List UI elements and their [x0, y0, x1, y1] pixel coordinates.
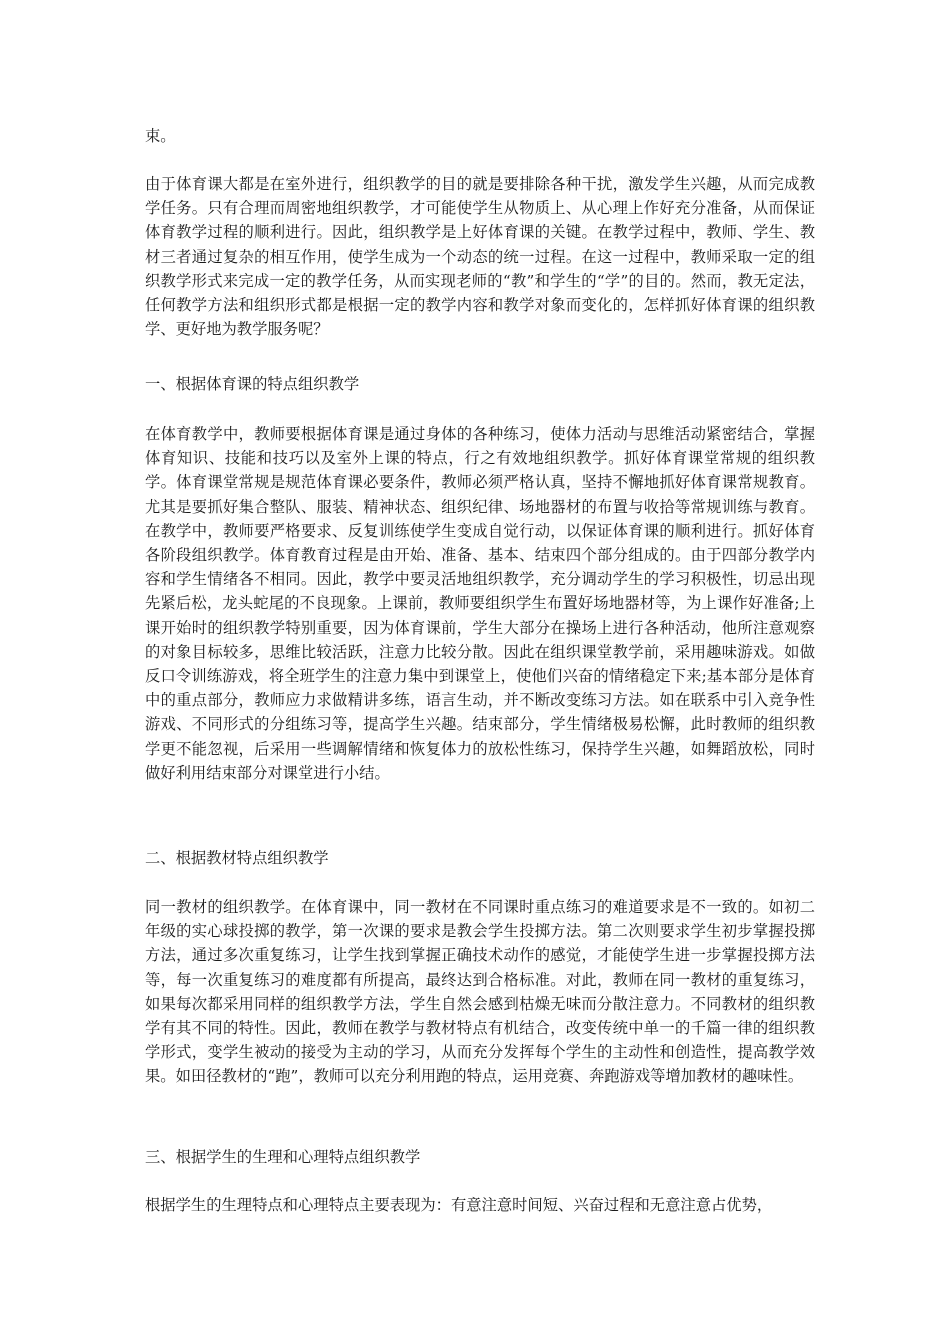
- section-3-paragraph: 根据学生的生理特点和心理特点主要表现为：有意注意时间短、兴奋过程和无意注意占优势，: [145, 1196, 773, 1214]
- intro-paragraph: 由于体育课大都是在室外进行，组织教学的目的就是要排除各种干扰，激发学生兴趣，从而完成教学任务。只有合理而周密地组织教学，才可能使学生从物质上、从心理上作好充分准备，从而保证体育教学过程的顺利进行。因此，组织教学是上好体育课的关键。在教学过程中，教师、学生、教材三者通过复杂的相互作用，使学生成为一个动态的统一过程。在这一过程中，教师采取一定的组织教学形式来完成一定的教学任务，从而实现老师的“教”和学生的“学”的目的。然而，教无定法，任何教学方法和组织形式都是根据一定的教学内容和教学对象而变化的，怎样抓好体育课的组织教学、更好地为教学服务呢？: [145, 175, 815, 339]
- section-2-heading: 二、根据教材特点组织教学: [145, 849, 329, 867]
- continuation-text: 束。: [145, 127, 176, 145]
- section-1-heading: 一、根据体育课的特点组织教学: [145, 375, 360, 393]
- section-1-paragraph: 在体育教学中，教师要根据体育课是通过身体的各种练习，使体力活动与思维活动紧密结合，掌握体育知识、技能和技巧以及室外上课的特点，行之有效地组织教学。抓好体育课堂常规的组织教学。体育课堂常规是规范体育课必要条件，教师必须严格认真，坚持不懈地抓好体育课常规教育。尤其是要抓好集合整队、服装、精神状态、组织纪律、场地器材的布置与收拾等常规训练与教育。在教学中，教师要严格要求、反复训练使学生变成自觉行动，以保证体育课的顺利进行。抓好体育各阶段组织教学。体育教育过程是由开始、准备、基本、结束四个部分组成的。由于四部分教学内容和学生情绪各不相同。因此，教学中要灵活地组织教学，充分调动学生的学习积极性，切忌出现先紧后松，龙头蛇尾的不良现象。上课前，教师要组织学生布置好场地器材等，为上课作好准备;上课开始时的组织教学特别重要，因为体育课前，学生大部分在操场上进行各种活动，他所注意观察的对象目标较多，思维比较活跃，注意力比较分散。因此在组织课堂教学前，采用趣味游戏。如做反口令训练游戏，将全班学生的注意力集中到课堂上，使他们兴奋的情绪稳定下来;基本部分是体育中的重点部分，教师应力求做精讲多练，语言生动，并不断改变练习方法。如在联系中引入竞争性游戏、不同形式的分组练习等，提高学生兴趣。结束部分，学生情绪极易松懈，此时教师的组织教学更不能忽视，后采用一些调解情绪和恢复体力的放松性练习，保持学生兴趣，如舞蹈放松，同时做好利用结束部分对课堂进行小结。: [145, 425, 815, 782]
- section-3-heading: 三、根据学生的生理和心理特点组织教学: [145, 1148, 421, 1166]
- section-2-paragraph: 同一教材的组织教学。在体育课中，同一教材在不同课时重点练习的难道要求是不一致的。如初二年级的实心球投掷的教学，第一次课的要求是教会学生投掷方法。第二次则要求学生初步掌握投掷方法，通过多次重复练习，让学生找到掌握正确技术动作的感觉，才能使学生进一步掌握投掷方法等，每一次重复练习的难度都有所提高，最终达到合格标准。对此，教师在同一教材的重复练习，如果每次都采用同样的组织教学方法，学生自然会感到枯燥无味而分散注意力。不同教材的组织教学有其不同的特性。因此，教师在教学与教材特点有机结合，改变传统中单一的千篇一律的组织教学形式，变学生被动的接受为主动的学习，从而充分发挥每个学生的主动性和创造性，提高教学效果。如田径教材的“跑”，教师可以充分利用跑的特点，运用竞赛、奔跑游戏等增加教材的趣味性。: [145, 898, 815, 1086]
